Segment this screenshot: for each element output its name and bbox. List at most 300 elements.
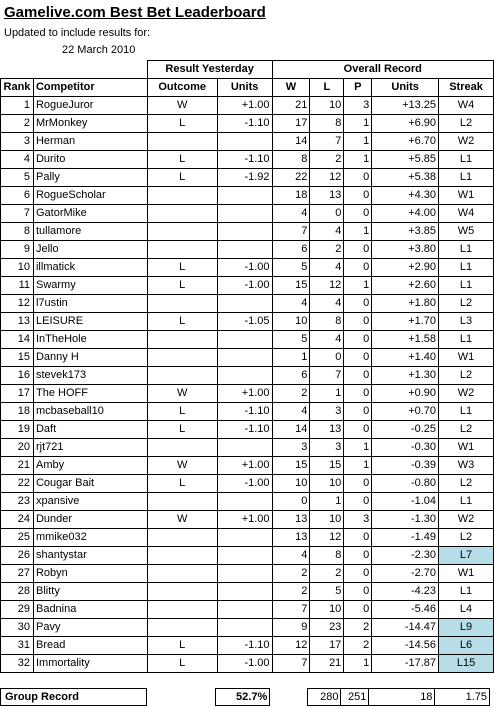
cell-wins: 15 (272, 277, 310, 295)
cell-pushes: 0 (344, 169, 372, 187)
cell-rank: 12 (1, 295, 34, 313)
cell-units-overall: -14.56 (372, 637, 439, 655)
cell-competitor: Jello (33, 241, 147, 259)
table-row (1, 439, 494, 457)
cell-losses: 13 (310, 187, 344, 205)
cell-wins: 7 (272, 655, 310, 673)
cell-outcome (147, 295, 217, 313)
cell-competitor: Swarmy (33, 277, 147, 295)
cell-losses: 10 (310, 601, 344, 619)
cell-units-overall: +0.90 (372, 385, 439, 403)
cell-losses: 23 (310, 619, 344, 637)
cell-pushes: 1 (344, 439, 372, 457)
cell-units-yesterday (217, 133, 272, 151)
table-row (1, 115, 494, 133)
spacer (270, 689, 307, 706)
cell-rank: 27 (1, 565, 34, 583)
cell-streak: L2 (439, 421, 494, 439)
cell-rank: 18 (1, 403, 34, 421)
cell-losses: 12 (310, 277, 344, 295)
cell-rank: 11 (1, 277, 34, 295)
cell-competitor: Dunder (33, 511, 147, 529)
cell-rank: 25 (1, 529, 34, 547)
cell-units-overall: +0.70 (372, 403, 439, 421)
cell-streak: L1 (439, 169, 494, 187)
cell-losses: 15 (310, 457, 344, 475)
cell-outcome: L (147, 277, 217, 295)
cell-wins: 10 (272, 475, 310, 493)
cell-streak: W3 (439, 457, 494, 475)
cell-outcome (147, 601, 217, 619)
cell-wins: 4 (272, 205, 310, 223)
cell-wins: 5 (272, 259, 310, 277)
group-record-units: 1.75 (435, 689, 490, 706)
cell-streak: L2 (439, 367, 494, 385)
cell-units-yesterday (217, 187, 272, 205)
cell-units-overall: +13.25 (372, 97, 439, 115)
cell-pushes: 0 (344, 205, 372, 223)
cell-losses: 1 (310, 493, 344, 511)
cell-streak: L1 (439, 259, 494, 277)
cell-wins: 4 (272, 547, 310, 565)
cell-outcome (147, 367, 217, 385)
cell-rank: 29 (1, 601, 34, 619)
table-row (1, 367, 494, 385)
cell-outcome: W (147, 97, 217, 115)
cell-outcome (147, 133, 217, 151)
cell-competitor: mmike032 (33, 529, 147, 547)
cell-competitor: Danny H (33, 349, 147, 367)
cell-wins: 6 (272, 241, 310, 259)
col-outcome-header: Outcome (147, 79, 217, 97)
cell-wins: 13 (272, 529, 310, 547)
overall-record-header: Overall Record (272, 61, 493, 79)
cell-outcome (147, 439, 217, 457)
cell-rank: 22 (1, 475, 34, 493)
table-row (1, 529, 494, 547)
cell-competitor: MrMonkey (33, 115, 147, 133)
cell-units-overall: +1.30 (372, 367, 439, 385)
cell-wins: 21 (272, 97, 310, 115)
cell-streak: W2 (439, 385, 494, 403)
cell-rank: 8 (1, 223, 34, 241)
cell-streak: W2 (439, 133, 494, 151)
cell-rank: 6 (1, 187, 34, 205)
cell-losses: 7 (310, 367, 344, 385)
cell-outcome (147, 619, 217, 637)
cell-outcome (147, 529, 217, 547)
cell-units-overall: -2.30 (372, 547, 439, 565)
cell-wins: 1 (272, 349, 310, 367)
col-l-header: L (310, 79, 344, 97)
cell-pushes: 1 (344, 655, 372, 673)
cell-pushes: 0 (344, 241, 372, 259)
updated-label: Updated to include results for: (4, 27, 151, 39)
cell-streak: W1 (439, 565, 494, 583)
cell-units-overall: -1.49 (372, 529, 439, 547)
cell-rank: 17 (1, 385, 34, 403)
cell-outcome (147, 205, 217, 223)
table-row (1, 205, 494, 223)
cell-losses: 5 (310, 583, 344, 601)
table-row (1, 223, 494, 241)
table-row (1, 655, 494, 673)
cell-outcome: L (147, 169, 217, 187)
cell-units-yesterday: -1.00 (217, 277, 272, 295)
cell-units-overall: +2.90 (372, 259, 439, 277)
cell-wins: 17 (272, 115, 310, 133)
col-w-header: W (272, 79, 310, 97)
cell-wins: 9 (272, 619, 310, 637)
cell-rank: 30 (1, 619, 34, 637)
cell-streak: L9 (439, 619, 494, 637)
cell-streak: L1 (439, 493, 494, 511)
cell-outcome (147, 241, 217, 259)
table-row (1, 601, 494, 619)
cell-units-yesterday: -1.10 (217, 421, 272, 439)
cell-units-yesterday (217, 295, 272, 313)
cell-units-overall: -0.30 (372, 439, 439, 457)
cell-streak: L3 (439, 313, 494, 331)
cell-pushes: 0 (344, 421, 372, 439)
table-row (1, 421, 494, 439)
cell-units-overall: -17.87 (372, 655, 439, 673)
cell-streak: L1 (439, 403, 494, 421)
cell-outcome: L (147, 313, 217, 331)
cell-competitor: Amby (33, 457, 147, 475)
cell-units-yesterday: -1.92 (217, 169, 272, 187)
cell-losses: 2 (310, 565, 344, 583)
cell-pushes: 1 (344, 223, 372, 241)
cell-units-yesterday: +1.00 (217, 457, 272, 475)
table-row (1, 241, 494, 259)
cell-competitor: Robyn (33, 565, 147, 583)
cell-units-overall: +1.70 (372, 313, 439, 331)
cell-streak: W4 (439, 97, 494, 115)
cell-streak: W5 (439, 223, 494, 241)
cell-outcome: L (147, 115, 217, 133)
col-units-overall-header: Units (372, 79, 439, 97)
cell-rank: 1 (1, 97, 34, 115)
col-competitor-header: Competitor (33, 79, 147, 97)
table-row (1, 331, 494, 349)
cell-losses: 4 (310, 259, 344, 277)
col-streak-header: Streak (439, 79, 494, 97)
group-header-row (1, 61, 494, 79)
group-record-label: Group Record (1, 689, 147, 706)
cell-units-overall: -2.70 (372, 565, 439, 583)
cell-pushes: 0 (344, 295, 372, 313)
cell-rank: 10 (1, 259, 34, 277)
cell-wins: 2 (272, 583, 310, 601)
cell-units-overall: -14.47 (372, 619, 439, 637)
cell-units-yesterday: -1.10 (217, 637, 272, 655)
cell-losses: 12 (310, 169, 344, 187)
cell-wins: 7 (272, 601, 310, 619)
cell-outcome: L (147, 421, 217, 439)
table-row (1, 349, 494, 367)
group-record-table (0, 688, 494, 706)
cell-units-overall: +5.85 (372, 151, 439, 169)
group-record-p: 18 (369, 689, 435, 706)
cell-competitor: Durito (33, 151, 147, 169)
page-title: Gamelive.com Best Bet Leaderboard (4, 4, 266, 21)
cell-streak: L1 (439, 241, 494, 259)
cell-streak: L1 (439, 583, 494, 601)
cell-wins: 13 (272, 511, 310, 529)
table-row (1, 457, 494, 475)
cell-pushes: 0 (344, 187, 372, 205)
table-row (1, 637, 494, 655)
cell-pushes: 1 (344, 457, 372, 475)
cell-wins: 5 (272, 331, 310, 349)
cell-rank: 4 (1, 151, 34, 169)
cell-units-yesterday (217, 205, 272, 223)
cell-losses: 3 (310, 439, 344, 457)
cell-wins: 2 (272, 565, 310, 583)
cell-units-yesterday: -1.10 (217, 115, 272, 133)
cell-streak: L15 (439, 655, 494, 673)
cell-units-yesterday: -1.10 (217, 403, 272, 421)
cell-streak: L2 (439, 475, 494, 493)
cell-losses: 4 (310, 223, 344, 241)
cell-competitor: The HOFF (33, 385, 147, 403)
cell-pushes: 0 (344, 529, 372, 547)
cell-rank: 16 (1, 367, 34, 385)
table-row (1, 187, 494, 205)
cell-pushes: 0 (344, 259, 372, 277)
table-row (1, 277, 494, 295)
cell-rank: 5 (1, 169, 34, 187)
cell-losses: 7 (310, 133, 344, 151)
cell-pushes: 0 (344, 565, 372, 583)
cell-units-yesterday (217, 349, 272, 367)
cell-losses: 0 (310, 349, 344, 367)
cell-outcome: L (147, 259, 217, 277)
cell-outcome: W (147, 511, 217, 529)
cell-pushes: 1 (344, 151, 372, 169)
cell-streak: L1 (439, 277, 494, 295)
cell-units-overall: +4.30 (372, 187, 439, 205)
spacer (146, 689, 215, 706)
cell-pushes: 1 (344, 115, 372, 133)
cell-pushes: 0 (344, 475, 372, 493)
cell-streak: L6 (439, 637, 494, 655)
cell-wins: 2 (272, 385, 310, 403)
cell-competitor: stevek173 (33, 367, 147, 385)
cell-losses: 8 (310, 115, 344, 133)
cell-rank: 3 (1, 133, 34, 151)
cell-wins: 22 (272, 169, 310, 187)
table-row (1, 619, 494, 637)
cell-pushes: 3 (344, 511, 372, 529)
cell-pushes: 1 (344, 277, 372, 295)
cell-units-overall: +1.80 (372, 295, 439, 313)
cell-units-overall: +1.40 (372, 349, 439, 367)
cell-units-yesterday: -1.10 (217, 151, 272, 169)
cell-outcome: W (147, 385, 217, 403)
cell-competitor: Bread (33, 637, 147, 655)
cell-pushes: 0 (344, 331, 372, 349)
cell-wins: 7 (272, 223, 310, 241)
result-yesterday-header: Result Yesterday (147, 61, 272, 79)
cell-outcome: L (147, 151, 217, 169)
cell-losses: 4 (310, 331, 344, 349)
cell-outcome (147, 565, 217, 583)
cell-competitor: Cougar Bait (33, 475, 147, 493)
cell-pushes: 2 (344, 619, 372, 637)
group-record-row (1, 689, 494, 706)
cell-pushes: 2 (344, 637, 372, 655)
cell-wins: 12 (272, 637, 310, 655)
cell-units-yesterday (217, 331, 272, 349)
cell-units-yesterday: -1.00 (217, 475, 272, 493)
cell-losses: 8 (310, 547, 344, 565)
cell-rank: 28 (1, 583, 34, 601)
col-rank-header: Rank (1, 79, 34, 97)
cell-competitor: Pally (33, 169, 147, 187)
cell-rank: 24 (1, 511, 34, 529)
cell-wins: 6 (272, 367, 310, 385)
group-record-w: 280 (307, 689, 341, 706)
cell-rank: 23 (1, 493, 34, 511)
cell-units-overall: -4.23 (372, 583, 439, 601)
cell-units-yesterday: +1.00 (217, 385, 272, 403)
cell-competitor: Immortality (33, 655, 147, 673)
cell-units-yesterday (217, 223, 272, 241)
cell-competitor: Pavy (33, 619, 147, 637)
table-row (1, 475, 494, 493)
column-header-row (1, 79, 494, 97)
cell-units-yesterday: -1.00 (217, 655, 272, 673)
cell-units-yesterday (217, 439, 272, 457)
cell-units-overall: +3.85 (372, 223, 439, 241)
cell-units-overall: +6.70 (372, 133, 439, 151)
cell-units-overall: +2.60 (372, 277, 439, 295)
cell-rank: 2 (1, 115, 34, 133)
cell-losses: 8 (310, 313, 344, 331)
cell-competitor: rjt721 (33, 439, 147, 457)
cell-losses: 10 (310, 97, 344, 115)
cell-competitor: mcbaseball10 (33, 403, 147, 421)
cell-wins: 14 (272, 421, 310, 439)
cell-rank: 14 (1, 331, 34, 349)
cell-streak: L1 (439, 151, 494, 169)
cell-competitor: RogueScholar (33, 187, 147, 205)
cell-competitor: tullamore (33, 223, 147, 241)
cell-competitor: GatorMike (33, 205, 147, 223)
cell-competitor: shantystar (33, 547, 147, 565)
cell-streak: L4 (439, 601, 494, 619)
cell-outcome (147, 583, 217, 601)
table-row (1, 151, 494, 169)
cell-wins: 10 (272, 313, 310, 331)
cell-streak: L2 (439, 529, 494, 547)
cell-outcome (147, 493, 217, 511)
cell-competitor: Blitty (33, 583, 147, 601)
cell-rank: 15 (1, 349, 34, 367)
cell-units-yesterday: -1.00 (217, 259, 272, 277)
table-row (1, 169, 494, 187)
cell-units-yesterday (217, 493, 272, 511)
group-record-l: 251 (341, 689, 369, 706)
cell-units-overall: +3.80 (372, 241, 439, 259)
table-row (1, 511, 494, 529)
cell-rank: 26 (1, 547, 34, 565)
cell-units-overall: +5.38 (372, 169, 439, 187)
cell-rank: 21 (1, 457, 34, 475)
cell-streak: W1 (439, 187, 494, 205)
updated-date: 22 March 2010 (62, 44, 136, 56)
cell-wins: 18 (272, 187, 310, 205)
leaderboard-table (0, 60, 494, 673)
cell-streak: L2 (439, 295, 494, 313)
table-row (1, 583, 494, 601)
cell-pushes: 0 (344, 547, 372, 565)
cell-wins: 3 (272, 439, 310, 457)
cell-losses: 0 (310, 205, 344, 223)
cell-wins: 8 (272, 151, 310, 169)
cell-units-overall: +4.00 (372, 205, 439, 223)
table-row (1, 385, 494, 403)
cell-rank: 20 (1, 439, 34, 457)
cell-competitor: xpansive (33, 493, 147, 511)
table-row (1, 133, 494, 151)
table-row (1, 259, 494, 277)
cell-units-overall: -0.39 (372, 457, 439, 475)
cell-wins: 4 (272, 295, 310, 313)
cell-units-yesterday (217, 583, 272, 601)
cell-units-yesterday: -1.05 (217, 313, 272, 331)
cell-units-overall: -1.04 (372, 493, 439, 511)
cell-streak: W1 (439, 349, 494, 367)
cell-units-yesterday (217, 619, 272, 637)
cell-streak: L7 (439, 547, 494, 565)
cell-outcome: L (147, 475, 217, 493)
cell-competitor: RogueJuror (33, 97, 147, 115)
cell-competitor: LEISURE (33, 313, 147, 331)
cell-losses: 1 (310, 385, 344, 403)
cell-outcome: L (147, 655, 217, 673)
table-row (1, 97, 494, 115)
cell-pushes: 0 (344, 385, 372, 403)
cell-rank: 9 (1, 241, 34, 259)
table-row (1, 565, 494, 583)
cell-units-overall: +6.90 (372, 115, 439, 133)
cell-losses: 17 (310, 637, 344, 655)
cell-pushes: 0 (344, 601, 372, 619)
cell-streak: W2 (439, 511, 494, 529)
cell-losses: 13 (310, 421, 344, 439)
cell-units-overall: -0.80 (372, 475, 439, 493)
cell-rank: 13 (1, 313, 34, 331)
cell-wins: 0 (272, 493, 310, 511)
cell-competitor: InTheHole (33, 331, 147, 349)
cell-pushes: 0 (344, 403, 372, 421)
cell-streak: L2 (439, 115, 494, 133)
cell-pushes: 0 (344, 313, 372, 331)
cell-pushes: 0 (344, 367, 372, 385)
cell-wins: 14 (272, 133, 310, 151)
cell-outcome: L (147, 637, 217, 655)
cell-pushes: 1 (344, 133, 372, 151)
cell-outcome (147, 349, 217, 367)
cell-wins: 4 (272, 403, 310, 421)
cell-competitor: Daft (33, 421, 147, 439)
table-row (1, 313, 494, 331)
table-row (1, 547, 494, 565)
cell-streak: W4 (439, 205, 494, 223)
